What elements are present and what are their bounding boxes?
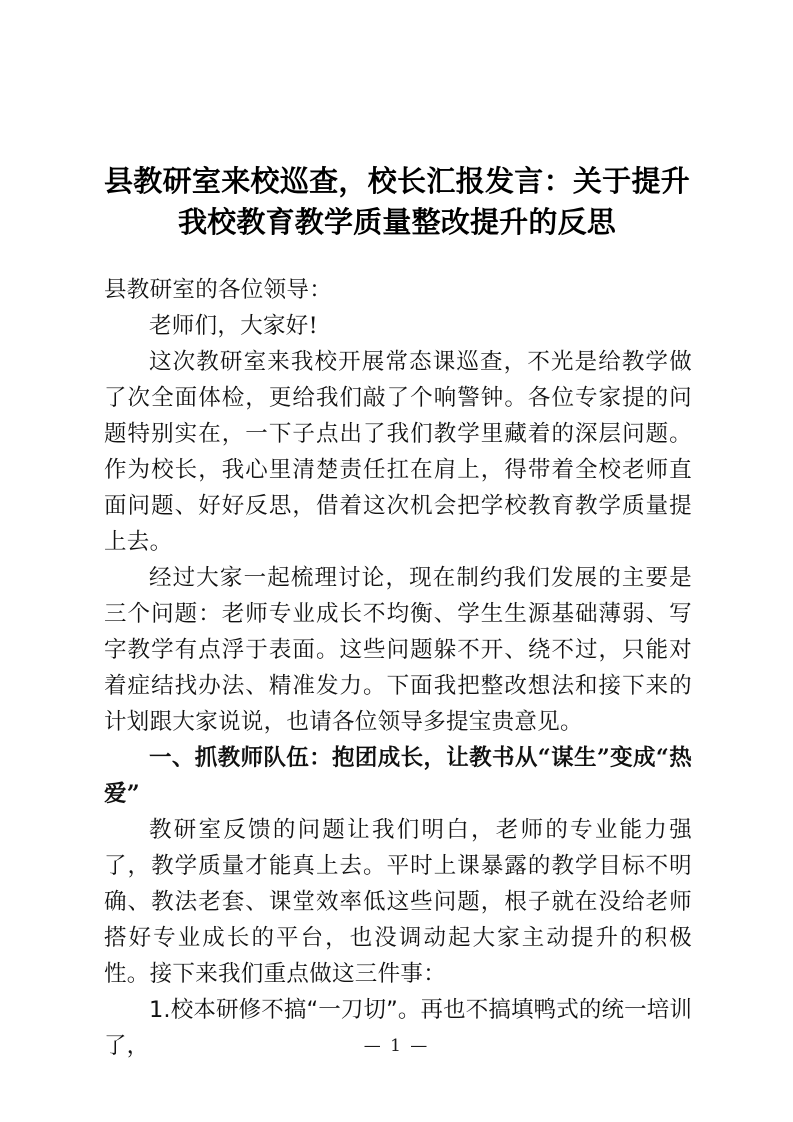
page-title: 县教研室来校巡查，校长汇报发言：关于提升我校教育教学质量整改提升的反思 [104,164,690,240]
salutation-line: 县教研室的各位领导： [104,277,333,303]
page-number: — 1 — [363,1036,430,1056]
paragraph-2: 经过大家一起梳理讨论，现在制约我们发展的主要是三个问题：老师专业成长不均衡、学生生源基础薄弱、写字教学有点浮于表面。这些问题躲不开、绕不过，只能对着症结找办法、精准发力。下面我把整改想法和接下来的计划跟大家说说，也请各位领导多提宝贵意见。 [104,565,692,735]
greeting-line: 老师们，大家好! [149,313,318,339]
list-item-1: 1.校本研修不搞“一刀切”。再也不搞填鸭式的统一培训了， [104,997,692,1059]
section-paragraph-1: 教研室反馈的问题让我们明白，老师的专业能力强了，教学质量才能真上去。平时上课暴露的教学目标不明确、教法老套、课堂效率低这些问题，根子就在没给老师搭好专业成长的平台，也没调动起大家主动提升的积极性。接下来我们重点做这三件事： [104,817,692,987]
paragraph-1: 这次教研室来我校开展常态课巡查，不光是给教学做了次全面体检，更给我们敲了个响警钟。各位专家提的问题特别实在，一下子点出了我们教学里藏着的深层问题。作为校长，我心里清楚责任扛在肩上，得带着全校老师直面问题、好好反思，借着这次机会把学校教育教学质量提上去。 [104,349,692,555]
document-body [104,272,692,1064]
section-heading-1: 一、抓教师队伍：抱团成长，让教书从“谋生”变成“热爱” [104,745,692,807]
